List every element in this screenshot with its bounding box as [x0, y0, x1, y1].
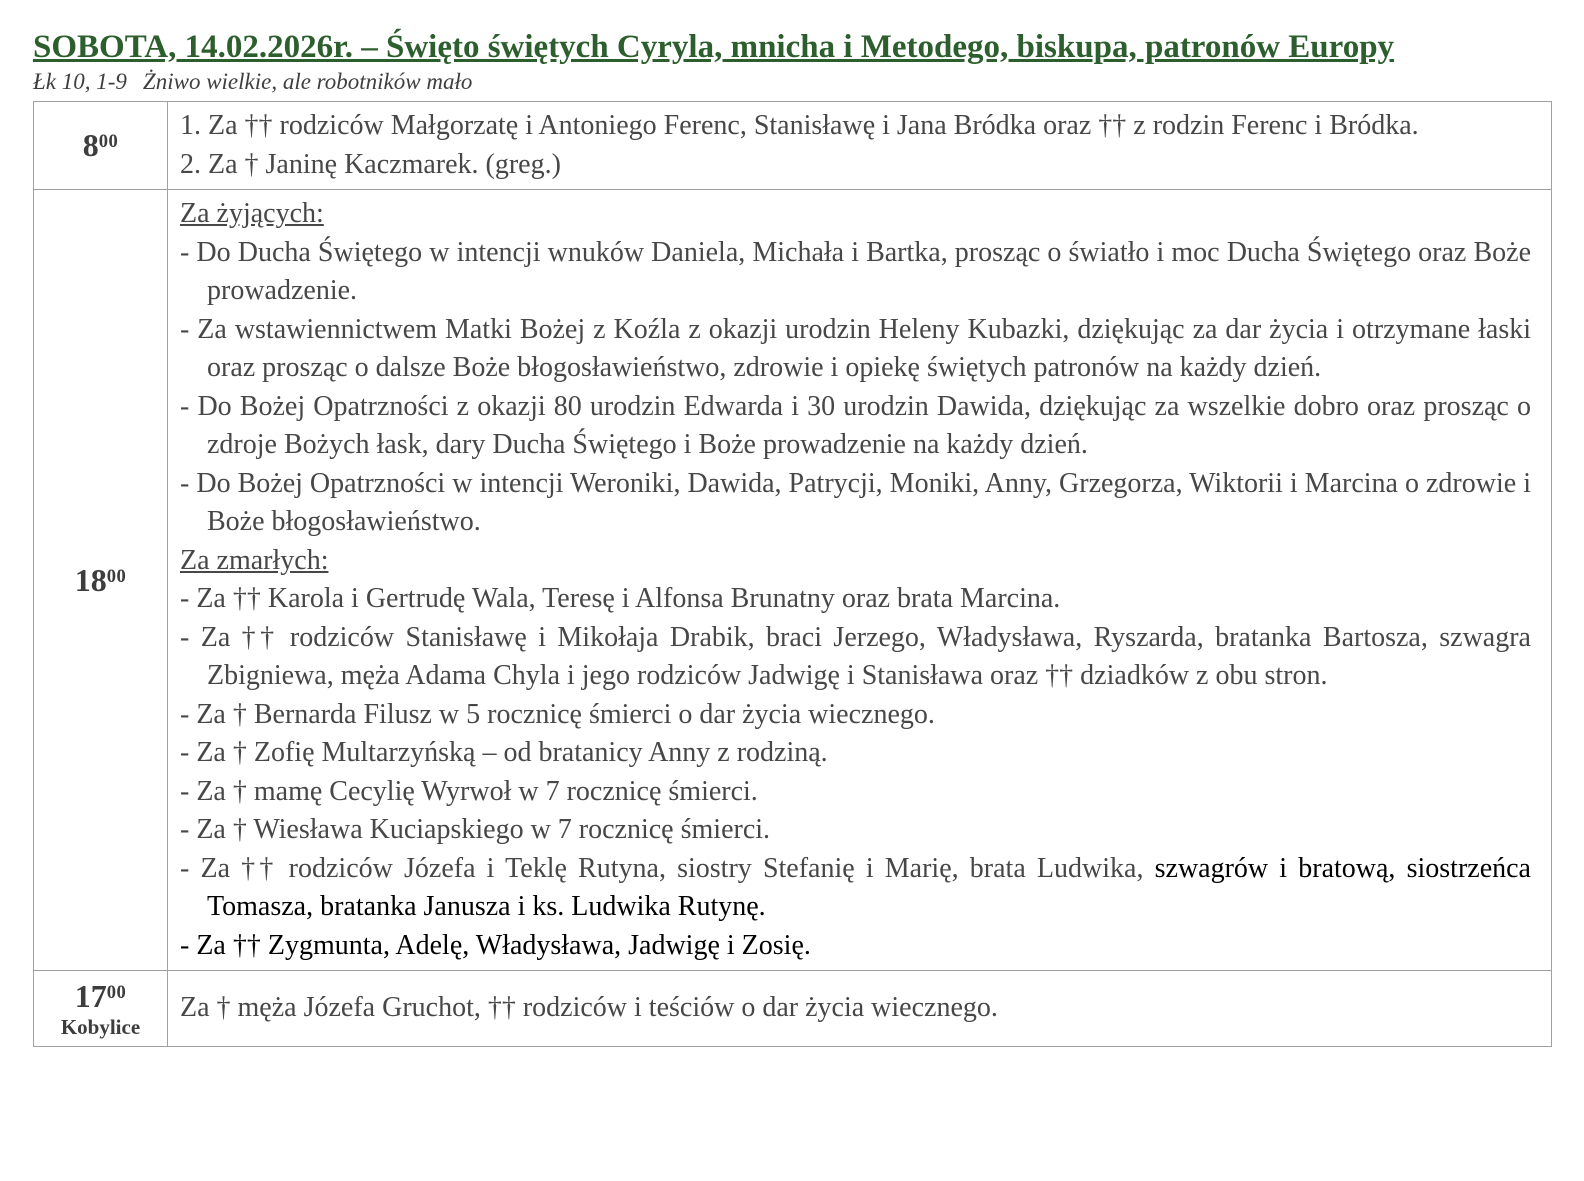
intention-text-run: - Do Bożej Opatrzności z okazji 80 urodzin Edwarda i 30 urodzin Dawida, dziękując za wszelkie dobro oraz prosząc o zdroje Bożych łask, dary Ducha Świętego i Boże prowadzenie na każdy dzień. [180, 390, 1531, 461]
intention-text-run: - Za †† rodziców Józefa i Teklę Rutyna, siostry Stefanię i Marię, brata Ludwika, [180, 852, 1155, 884]
mass-time [36, 979, 165, 1014]
intention-text [180, 927, 1531, 966]
time-cell [34, 971, 168, 1047]
intention-text-run: Za † męża Józefa Gruchot, †† rodziców i teściów o dar życia wiecznego. [180, 992, 998, 1024]
intention-group-heading [180, 542, 1531, 581]
intentions-cell [168, 190, 1552, 971]
intention-text [180, 146, 1531, 185]
table-row [34, 102, 1552, 190]
intention-text-run: 2. Za † Janinę Kaczmarek. (greg.) [180, 148, 561, 180]
mass-time-hour: 18 [74, 561, 107, 598]
gospel-reference-line [33, 69, 1552, 94]
intention-text-run: Za zmarłych: [180, 544, 329, 576]
intention-text [180, 107, 1531, 146]
intention-text [180, 773, 1531, 812]
mass-schedule-table [33, 101, 1552, 1047]
mass-time-minutes: 00 [106, 565, 127, 587]
intention-text-run: 1. Za †† rodziców Małgorzatę i Antoniego Ferenc, Stanisławę i Jana Bródka oraz †† z rodzin Ferenc i Bródka. [180, 110, 1419, 142]
intention-text-run: - Za † Zofię Multarzyńską – od bratanicy Anny z rodziną. [180, 737, 828, 769]
intention-text-run-black: - Za †† Zygmunta, Adelę, Władysława, Jadwigę i Zosię. [180, 929, 811, 961]
page-title: SOBOTA, 14.02.2026r. – Święto świętych Cyryla, mnicha i Metodego, biskupa, patronów Europy [33, 29, 1395, 65]
intention-text [180, 619, 1531, 696]
mass-time-hour: 8 [82, 127, 99, 164]
intention-text-run: - Za † Bernarda Filusz w 5 rocznicę śmierci o dar życia wiecznego. [180, 698, 935, 730]
intention-text-run: - Za †† rodziców Stanisławę i Mikołaja Drabik, braci Jerzego, Władysława, Ryszarda, bratanka Bartosza, szwagra Zbigniewa, męża Adama Chyla i jego rodziców Jadwigę i Stanisława oraz †† dziadków z obu stron. [180, 621, 1531, 692]
table-row [34, 971, 1552, 1047]
intention-text-run: - Za †† Karola i Gertrudę Wala, Teresę i Alfonsa Brunatny oraz brata Marcina. [180, 583, 1061, 615]
intention-text-run-black: szwagrów i bratową, siostrzeńca Tomasza, bratanka Janusza i ks. Ludwika Rutynę. [207, 852, 1531, 923]
mass-time [36, 563, 165, 598]
mass-time [36, 128, 165, 163]
intention-text-run: - Za † mamę Cecylię Wyrwoł w 7 rocznicę śmierci. [180, 775, 758, 807]
intention-text [180, 850, 1531, 927]
time-cell [34, 190, 168, 971]
intention-group-heading [180, 195, 1531, 234]
intention-text [180, 234, 1531, 311]
intention-text-run: - Do Ducha Świętego w intencji wnuków Daniela, Michała i Bartka, prosząc o światło i moc Ducha Świętego oraz Boże prowadzenie. [180, 236, 1531, 307]
intention-text [180, 388, 1531, 465]
intention-text [180, 696, 1531, 735]
mass-time-minutes: 00 [98, 131, 119, 153]
intention-text-run: - Za † Wiesława Kuciapskiego w 7 rocznicę śmierci. [180, 814, 771, 846]
intention-text-run: - Za wstawiennictwem Matki Bożej z Koźla z okazji urodzin Heleny Kubazki, dziękując za dar życia i otrzymane łaski oraz prosząc o dalsze Boże błogosławieństwo, zdrowie i opiekę świętych patronów na każdy dzień. [180, 313, 1531, 384]
intention-text-run: Za żyjących: [180, 198, 324, 230]
intention-text-run: - Do Bożej Opatrzności w intencji Weroniki, Dawida, Patrycji, Moniki, Anny, Grzegorza, Wiktorii i Marcina o zdrowie i Boże błogosławieństwo. [180, 467, 1531, 538]
schedule-rows [34, 102, 1552, 1047]
mass-time-hour: 17 [74, 977, 107, 1014]
gospel-reference: Łk 10, 1-9 [33, 68, 127, 94]
intention-text [180, 580, 1531, 619]
mass-location: Kobylice [60, 1014, 141, 1039]
gospel-quote: Żniwo wielkie, ale robotników mało [142, 68, 473, 94]
intention-text [180, 989, 1531, 1028]
intention-text [180, 734, 1531, 773]
time-cell [34, 102, 168, 190]
intention-text [180, 811, 1531, 850]
intention-text [180, 311, 1531, 388]
intentions-cell [168, 102, 1552, 190]
intention-text [180, 465, 1531, 542]
mass-time-minutes: 00 [106, 981, 127, 1003]
intentions-cell [168, 971, 1552, 1047]
table-row [34, 190, 1552, 971]
